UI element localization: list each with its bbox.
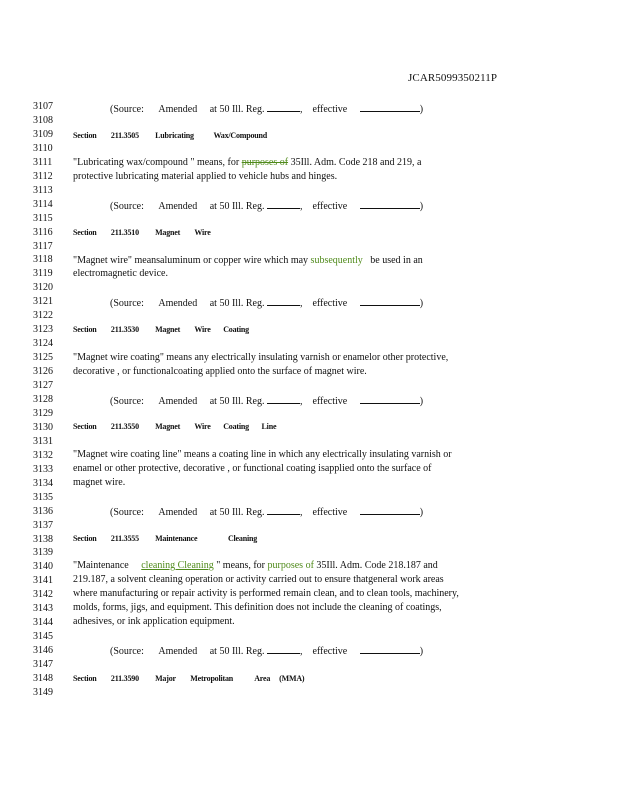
definition-text: "Lubricating wax/compound " means, for purposes of 35Ill. Adm. Code 218 and 219, a xyxy=(73,157,422,168)
struck-text: purposes of xyxy=(241,157,289,168)
line-number: 3131 xyxy=(33,435,53,447)
line-number: 3149 xyxy=(33,686,53,698)
line-number: 3119 xyxy=(33,268,53,280)
line-number: 3117 xyxy=(33,240,53,252)
source-note: (Source: Amended at 50 Ill. Reg. , effective ) xyxy=(110,507,424,518)
source-note: (Source: Amended at 50 Ill. Reg. , effective ) xyxy=(110,201,424,212)
line-number: 3137 xyxy=(33,519,53,531)
line-number: 3114 xyxy=(33,198,53,210)
section-heading: Section 211.3555 Maintenance Cleaning xyxy=(73,534,258,543)
line-number: 3133 xyxy=(33,463,53,475)
inserted-text: subsequently xyxy=(310,255,363,266)
line-number: 3121 xyxy=(33,296,53,308)
definition-text: "Magnet wire" meansaluminum or copper wire which may subsequently be used in an xyxy=(73,255,423,266)
definition-text: decorative , or functionalcoating applied onto the surface of magnet wire. xyxy=(73,366,367,377)
section-heading: Section 211.3505 Lubricating Wax/Compound xyxy=(73,131,268,140)
line-number: 3128 xyxy=(33,393,53,405)
inserted-text: cleaning Cleaning xyxy=(141,560,214,571)
line-number: 3120 xyxy=(33,282,53,294)
line-number: 3144 xyxy=(33,617,53,629)
source-note: (Source: Amended at 50 Ill. Reg. , effective ) xyxy=(110,104,424,115)
line-number: 3148 xyxy=(33,672,53,684)
definition-text: adhesives, or ink application equipment. xyxy=(73,616,235,627)
definition-text: "Magnet wire coating" means any electrically insulating varnish or enamelor other protective, xyxy=(73,352,449,363)
line-number: 3138 xyxy=(33,533,53,545)
line-number: 3122 xyxy=(33,310,53,322)
line-number: 3129 xyxy=(33,407,53,419)
register-page-blank xyxy=(267,394,300,404)
line-number: 3115 xyxy=(33,212,53,224)
line-number: 3135 xyxy=(33,491,53,503)
line-number: 3116 xyxy=(33,226,53,238)
line-number: 3110 xyxy=(33,142,53,154)
definition-text: "Maintenance cleaning Cleaning " means, for purposes of 35Ill. Adm. Code 218.187 and xyxy=(73,560,438,571)
effective-date-blank xyxy=(360,644,420,654)
section-heading: Section 211.3530 Magnet Wire Coating xyxy=(73,325,249,334)
inserted-text: purposes of xyxy=(267,560,314,571)
line-number: 3136 xyxy=(33,505,53,517)
effective-date-blank xyxy=(360,199,420,209)
line-number: 3147 xyxy=(33,659,53,670)
line-number: 3113 xyxy=(33,184,53,196)
line-number: 3145 xyxy=(33,631,53,643)
line-number: 3126 xyxy=(33,366,53,378)
line-number: 3124 xyxy=(33,338,53,350)
definition-text: protective lubricating material applied to vehicle hubs and hinges. xyxy=(73,171,338,182)
section-heading: Section 211.3550 Magnet Wire Coating Line xyxy=(73,422,277,431)
line-number: 3112 xyxy=(33,170,53,182)
line-number: 3140 xyxy=(33,561,53,573)
effective-date-blank xyxy=(360,296,420,306)
section-heading: Section 211.3510 Magnet Wire xyxy=(73,228,211,237)
line-number: 3107 xyxy=(33,101,53,112)
register-page-blank xyxy=(267,102,300,112)
definition-text: where manufacturing or repair activity is performed remain clean, and to clean tools, machinery, xyxy=(73,588,459,599)
definition-text: 219.187, a solvent cleaning operation or activity carried out to ensure thatgeneral work areas xyxy=(73,574,444,585)
definition-text: molds, forms, jigs, and equipment. This definition does not include the cleaning of coatings, xyxy=(73,602,442,613)
effective-date-blank xyxy=(360,394,420,404)
line-number: 3139 xyxy=(33,547,53,559)
line-number: 3118 xyxy=(33,254,53,266)
line-number: 3143 xyxy=(33,603,53,615)
line-number: 3127 xyxy=(33,380,53,391)
line-number: 3134 xyxy=(33,477,53,489)
register-page-blank xyxy=(267,644,300,654)
line-number: 3125 xyxy=(33,352,53,364)
definition-text: magnet wire. xyxy=(73,477,126,488)
source-note: (Source: Amended at 50 Ill. Reg. , effective ) xyxy=(110,646,424,657)
effective-date-blank xyxy=(360,505,420,515)
definition-text: "Magnet wire coating line" means a coating line in which any electrically insulating varnish or xyxy=(73,449,452,460)
source-note: (Source: Amended at 50 Ill. Reg. , effective ) xyxy=(110,396,424,407)
line-number: 3142 xyxy=(33,589,53,601)
register-page-blank xyxy=(267,296,300,306)
line-number: 3123 xyxy=(33,324,53,336)
definition-text: enamel or other protective, decorative , or functional coating isapplied onto the surface of xyxy=(73,463,432,474)
register-page-blank xyxy=(267,199,300,209)
source-note: (Source: Amended at 50 Ill. Reg. , effective ) xyxy=(110,298,424,309)
line-number: 3141 xyxy=(33,575,53,587)
definition-text: electromagnetic device. xyxy=(73,268,168,279)
line-number: 3109 xyxy=(33,128,53,140)
line-number: 3146 xyxy=(33,645,53,656)
line-number: 3108 xyxy=(33,115,53,126)
section-heading: Section 211.3590 Major Metropolitan Area (MMA) xyxy=(73,674,305,683)
document-id: JCAR5099350211P xyxy=(408,72,498,84)
effective-date-blank xyxy=(360,102,420,112)
register-page-blank xyxy=(267,505,300,515)
line-number: 3111 xyxy=(33,156,53,168)
line-number: 3130 xyxy=(33,421,53,433)
line-number: 3132 xyxy=(33,449,53,461)
